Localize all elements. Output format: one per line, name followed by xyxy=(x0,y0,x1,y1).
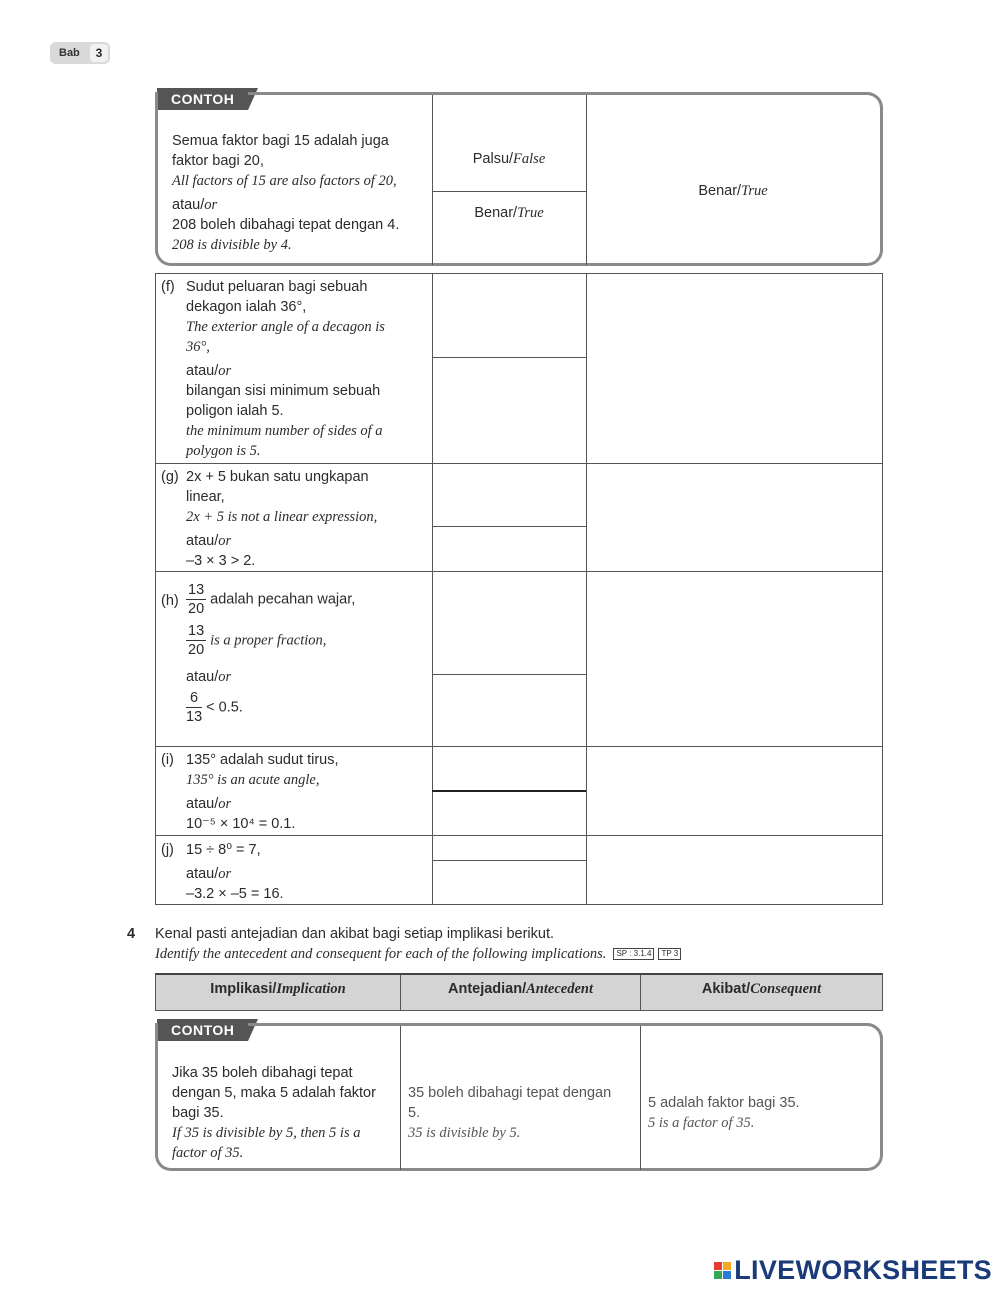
answer-f-2[interactable] xyxy=(434,359,585,462)
example2-consequent: 5 adalah faktor bagi 35. 5 is a factor of 35. xyxy=(648,1095,800,1131)
row-h-label: (h) xyxy=(161,593,179,609)
header-antecedent: Antejadian/Antecedent xyxy=(400,975,640,1011)
contoh-tag: CONTOH xyxy=(157,88,248,110)
answer-g-2[interactable] xyxy=(434,528,585,570)
row-j-statement: 15 ÷ 8⁰ = 7, atau/or –3.2 × –5 = 16. xyxy=(186,842,284,902)
row-i-statement: 135° adalah sudut tirus, 135° is an acute angle, atau/or 10⁻⁵ × 10⁴ = 0.1. xyxy=(186,752,339,832)
example1-result: Benar/True xyxy=(698,183,768,199)
question-instruction: Kenal pasti antejadian dan akibat bagi setiap implikasi berikut. Identify the antecedent and consequent for each of the following implications. SP : 3.1.4 TP 3 xyxy=(155,924,895,964)
answer-f-result[interactable] xyxy=(588,275,881,462)
question-number: 4 xyxy=(127,926,136,942)
row-j-label: (j) xyxy=(161,842,174,858)
answer-h-result[interactable] xyxy=(588,573,881,745)
tp-badge: TP 3 xyxy=(658,948,681,960)
answer-h-2[interactable] xyxy=(434,676,585,745)
answer-i-result[interactable] xyxy=(588,748,881,834)
example2-antecedent: 35 boleh dibahagi tepat dengan 5. 35 is divisible by 5. xyxy=(408,1085,612,1141)
answer-g-1[interactable] xyxy=(434,465,585,525)
logo-icon xyxy=(714,1262,731,1279)
header-implication: Implikasi/Implication xyxy=(210,981,346,997)
row-f-label: (f) xyxy=(161,279,175,295)
chapter-tab xyxy=(50,42,110,64)
example1-value2: Benar/True xyxy=(474,205,544,221)
answer-j-2[interactable] xyxy=(434,862,585,904)
contoh-tag-2: CONTOH xyxy=(157,1019,248,1041)
example1-value1: Palsu/False xyxy=(472,151,546,167)
answer-f-1[interactable] xyxy=(434,275,585,356)
chapter-number: 3 xyxy=(90,44,108,62)
answer-i-1[interactable] xyxy=(434,748,585,789)
row-g-label: (g) xyxy=(161,469,179,485)
row-h-statement: $\frac{13}{20}$ adalah pecahan wajar, $\frac{13}{20}$ is a proper fraction, atau/or $\frac{6}{13}$ < 0.5. xyxy=(186,582,356,725)
row-i-label: (i) xyxy=(161,752,174,768)
answer-j-1[interactable] xyxy=(434,837,585,859)
example2-implication: Jika 35 boleh dibahagi tepat dengan 5, maka 5 adalah faktor bagi 35. If 35 is divisible by 5, then 5 is a factor of 35. xyxy=(172,1065,376,1161)
row-f-statement: Sudut peluaran bagi sebuah dekagon ialah 36°, The exterior angle of a decagon is 36°, atau/or bilangan sisi minimum sebuah poligon ialah 5. the minimum number of sides of a polygon is 5. xyxy=(186,279,385,459)
answer-i-2[interactable] xyxy=(434,793,585,834)
liveworksheets-logo: LIVEWORKSHEETS xyxy=(714,1255,992,1285)
header-consequent: Akibat/Consequent xyxy=(640,975,882,1011)
chapter-label: Bab xyxy=(59,47,80,59)
sp-badge: SP : 3.1.4 xyxy=(613,948,654,960)
answer-h-1[interactable] xyxy=(434,573,585,673)
answer-j-result[interactable] xyxy=(588,837,881,904)
row-g-statement: 2x + 5 bukan satu ungkapan linear, 2x + 5 is not a linear expression, atau/or –3 × 3 > 2. xyxy=(186,469,378,569)
answer-g-result[interactable] xyxy=(588,465,881,570)
example1-statement: Semua faktor bagi 15 adalah juga faktor bagi 20, All factors of 15 are also factors of 20, atau/or 208 boleh dibahagi tepat dengan 4. 208 is divisible by 4. xyxy=(172,133,400,253)
implication-table-header xyxy=(155,973,883,1011)
